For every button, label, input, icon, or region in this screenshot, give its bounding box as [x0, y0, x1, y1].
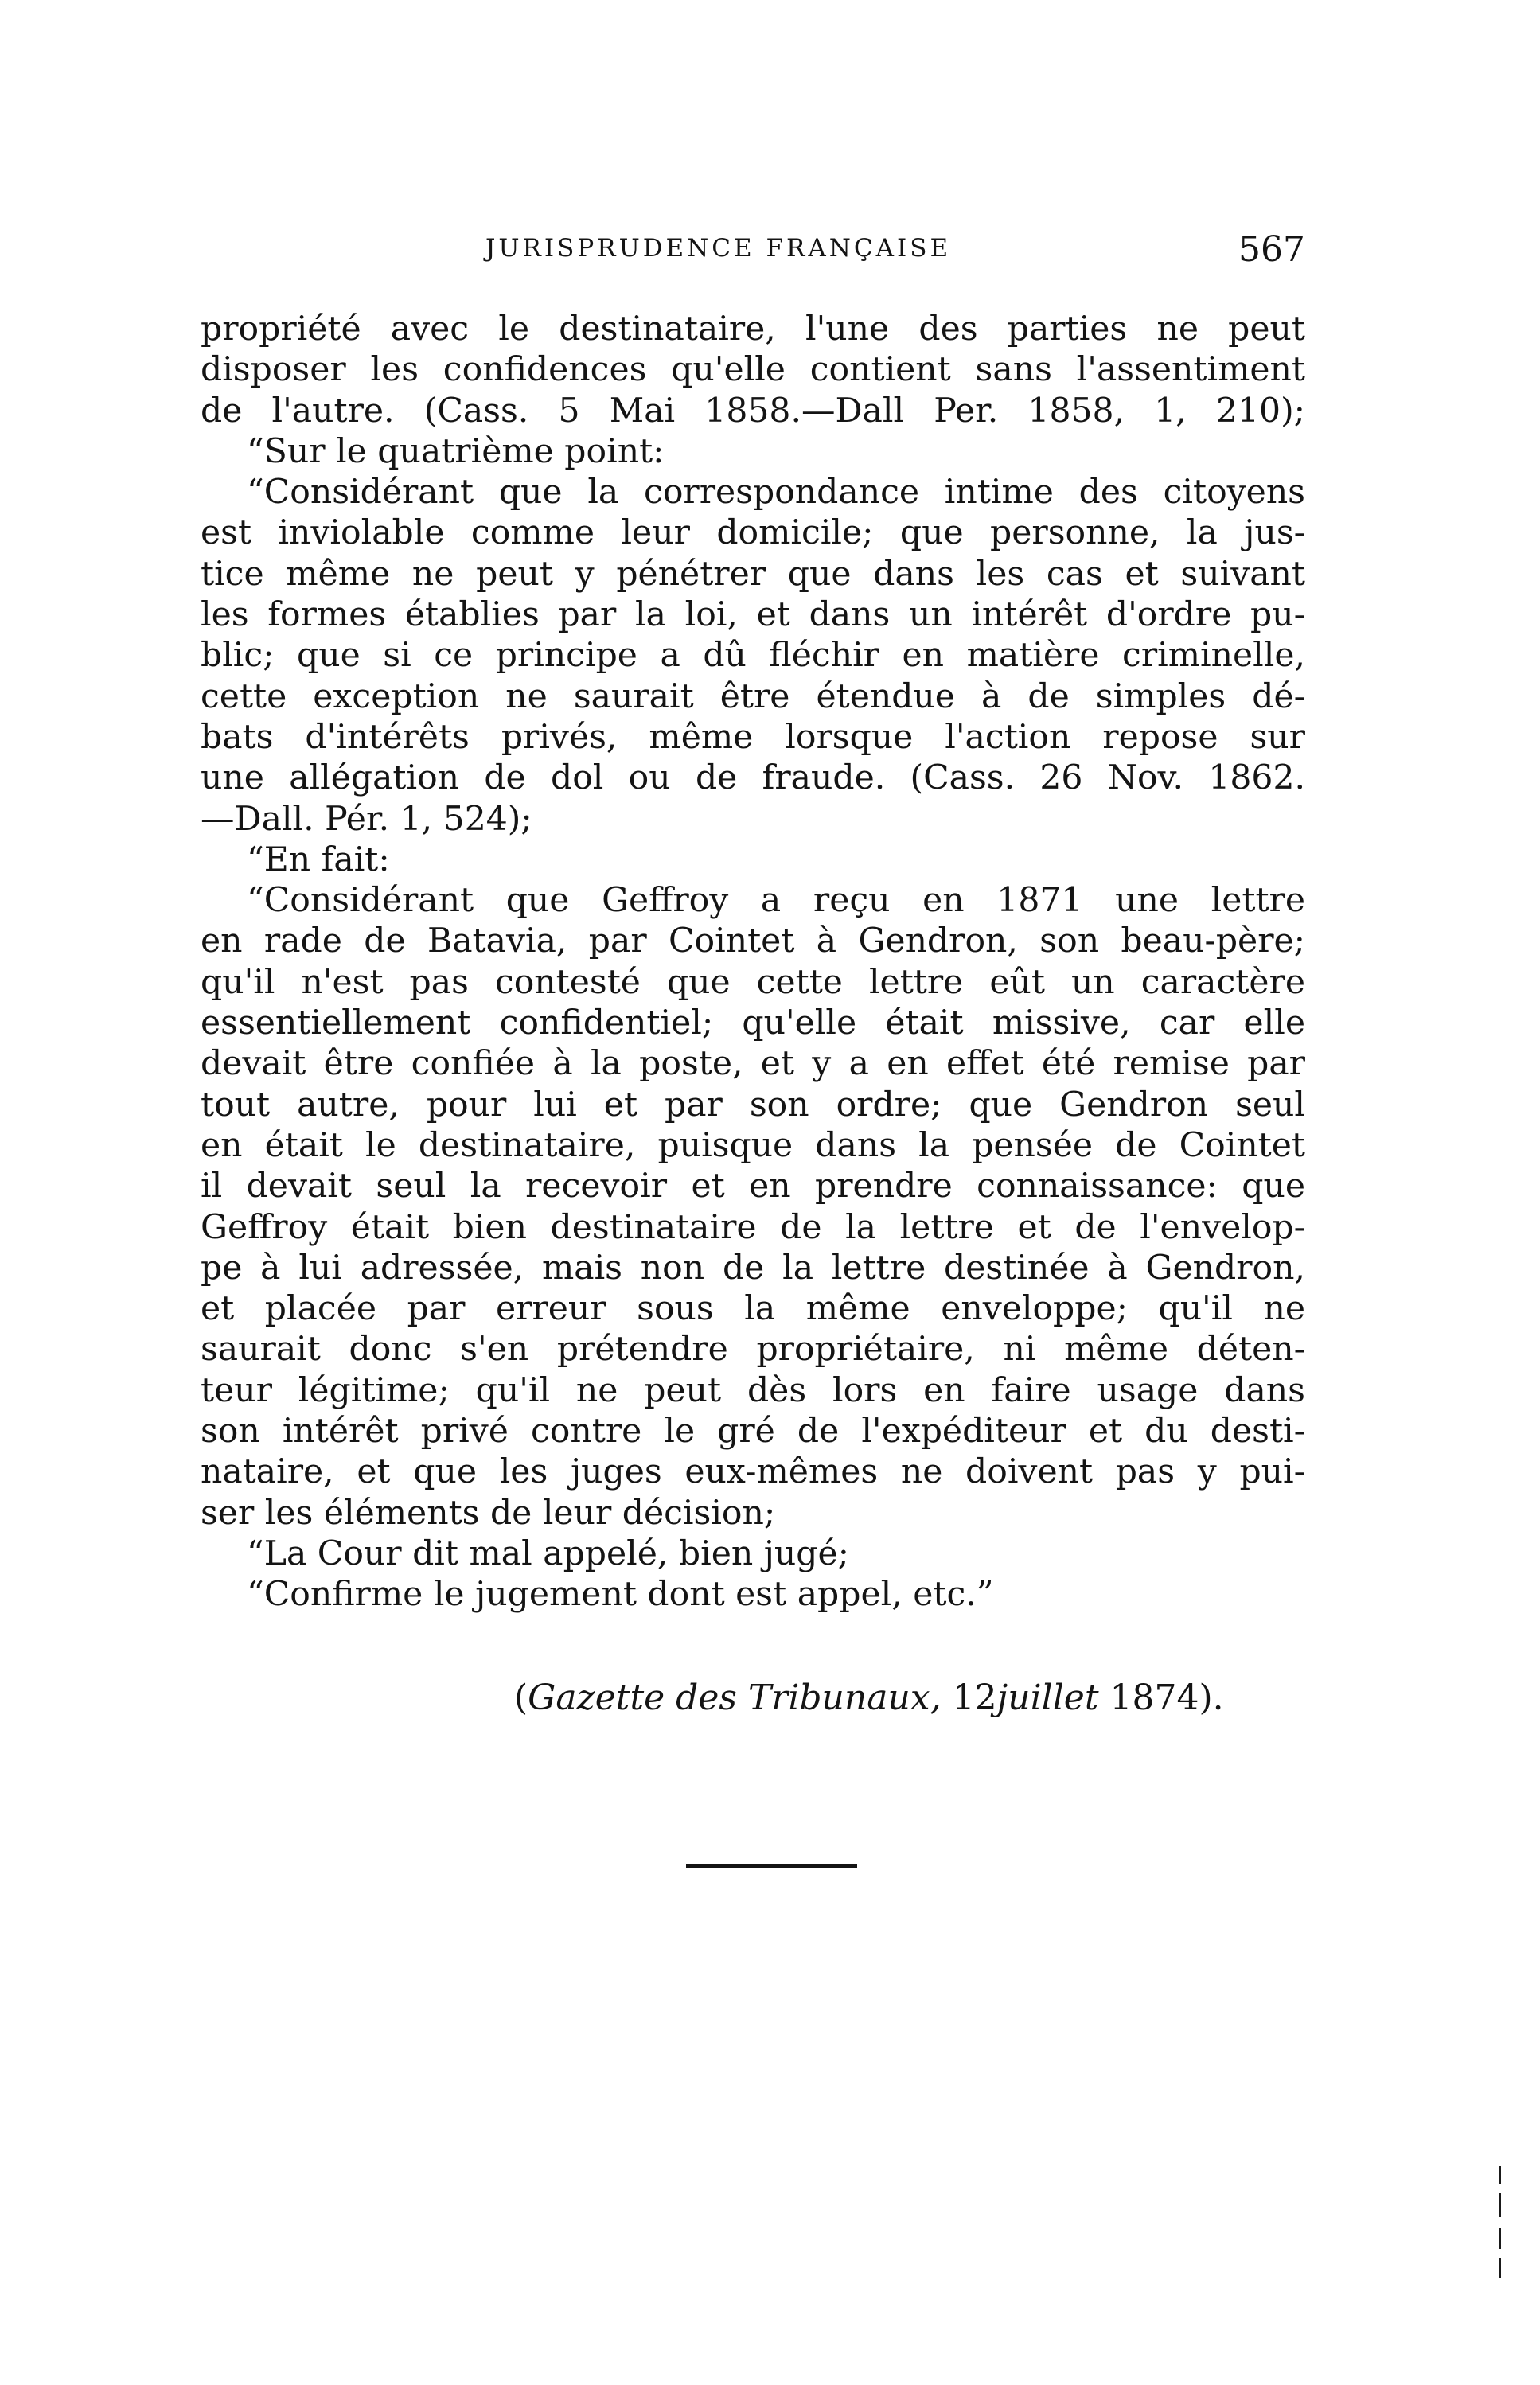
text-line: saurait donc s'en prétendre propriétaire, ni même déten- [201, 1330, 1305, 1370]
text-line: son intérêt privé contre le gré de l'expéditeur et du desti- [201, 1412, 1305, 1452]
body-text [201, 309, 1305, 1615]
text-line: pe à lui adressée, mais non de la lettre destinée à Gendron, [201, 1248, 1305, 1288]
text-line: les formes établies par la loi, et dans un intérêt d'ordre pu- [201, 595, 1305, 635]
running-head [199, 229, 1305, 277]
text-line: et placée par erreur sous la même enveloppe; qu'il ne [201, 1289, 1305, 1329]
text-line: tice même ne peut y pénétrer que dans les cas et suivant [201, 554, 1305, 594]
scan-edge-marks [1495, 2166, 1506, 2278]
text-line: qu'il n'est pas contesté que cette lettre eût un caractère [201, 962, 1305, 1002]
text-line: cette exception ne saurait être étendue à de simples dé- [201, 676, 1305, 716]
citation-year: 1874). [1109, 1678, 1224, 1718]
text-line: devait être confiée à la poste, et y a en effet été remise par [201, 1044, 1305, 1084]
text-line: en était le destinataire, puisque dans la pensée de Cointet [201, 1125, 1305, 1165]
text-line: nataire, et que les juges eux-mêmes ne doivent pas y pui- [201, 1452, 1305, 1492]
text-line: blic; que si ce principe a dû fléchir en matière criminelle, [201, 636, 1305, 676]
text-line: “Confirme le jugement dont est appel, etc.” [247, 1575, 994, 1615]
citation-day: 12 [952, 1678, 997, 1718]
text-line: Geffroy était bien destinataire de la lettre et de l'envelop- [201, 1207, 1305, 1247]
text-line: propriété avec le destinataire, l'une des parties ne peut [201, 310, 1305, 349]
text-line: ser les éléments de leur décision; [201, 1493, 776, 1533]
scan-mark [1499, 2258, 1501, 2278]
text-line: “Sur le quatrième point: [247, 431, 665, 471]
text-line: —Dall. Pér. 1, 524); [201, 799, 532, 839]
text-line: “Considérant que Geffroy a reçu en 1871 une lettre [247, 881, 1305, 921]
scan-mark [1499, 2166, 1501, 2184]
text-line: “En fait: [247, 840, 390, 879]
scan-mark [1499, 2228, 1501, 2249]
text-line: tout autre, pour lui et par son ordre; que Gendron seul [201, 1085, 1305, 1124]
text-line: “Considérant que la correspondance intime des citoyens [247, 473, 1305, 512]
page-number: 567 [1238, 229, 1305, 270]
citation-open-paren: ( [514, 1678, 528, 1718]
text-line: il devait seul la recevoir et en prendre connaissance: que [201, 1167, 1305, 1206]
text-line: de l'autre. (Cass. 5 Mai 1858.—Dall Per. 1858, 1, 210); [201, 391, 1305, 431]
text-line: teur légitime; qu'il ne peut dès lors en faire usage dans [201, 1370, 1305, 1410]
text-line: bats d'intérêts privés, même lorsque l'action repose sur [201, 717, 1305, 757]
text-line: disposer les confidences qu'elle contient sans l'assentiment [201, 350, 1305, 390]
citation-month: juillet [996, 1678, 1099, 1718]
text-line: est inviolable comme leur domicile; que personne, la jus- [201, 513, 1305, 553]
scan-mark [1499, 2193, 1501, 2217]
text-line: “La Cour dit mal appelé, bien jugé; [247, 1533, 849, 1573]
citation-source: Gazette des Tribunaux, [528, 1678, 942, 1718]
source-citation [514, 1678, 1224, 1718]
text-line: en rade de Batavia, par Cointet à Gendron, son beau-père; [201, 922, 1305, 961]
text-line: une allégation de dol ou de fraude. (Cass. 26 Nov. 1862. [201, 758, 1305, 798]
running-title: JURISPRUDENCE FRANÇAISE [485, 234, 952, 263]
end-rule [686, 1864, 857, 1868]
text-line: essentiellement confidentiel; qu'elle était missive, car elle [201, 1003, 1305, 1043]
